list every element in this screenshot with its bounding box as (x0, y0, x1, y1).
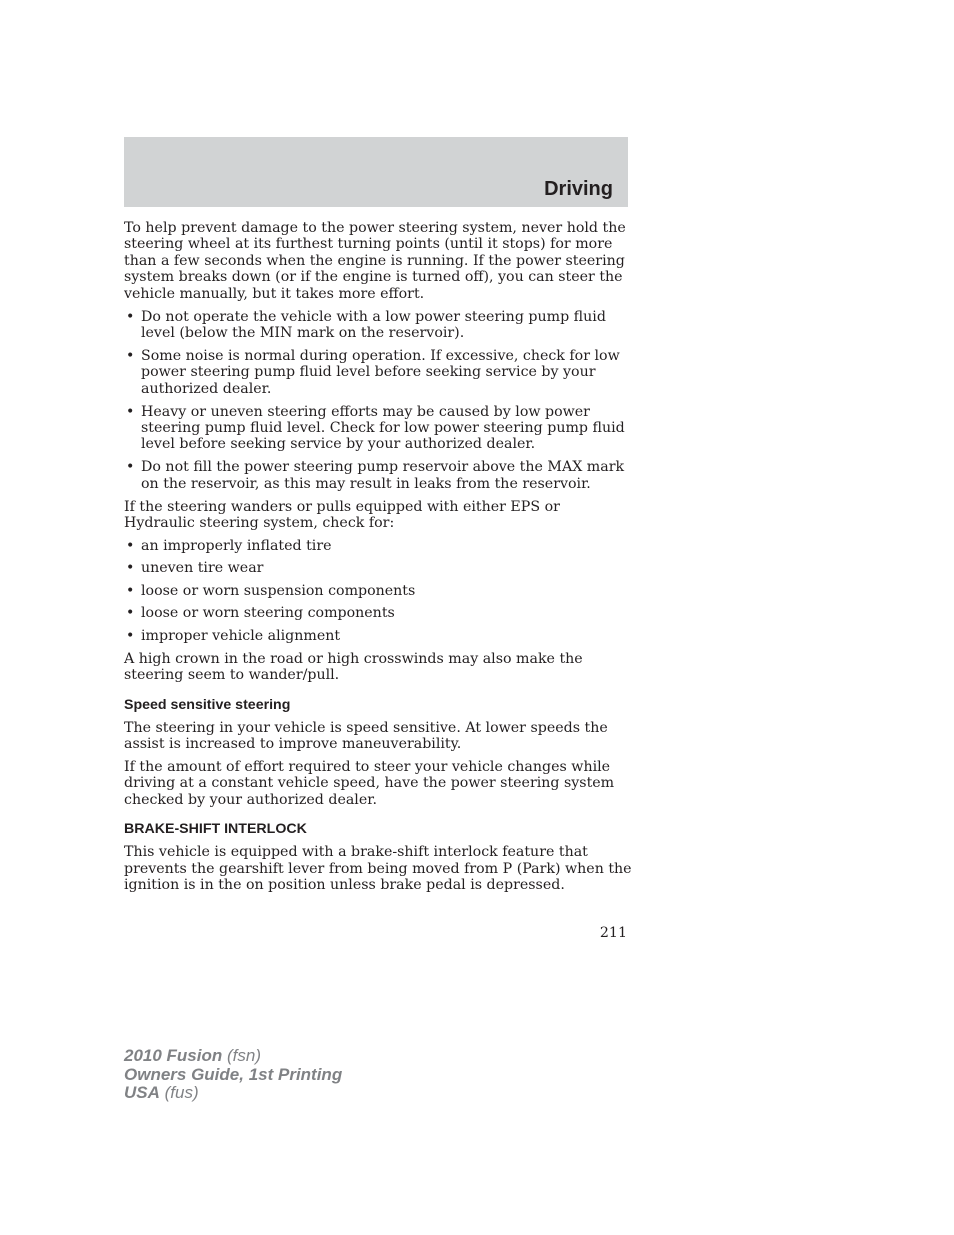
list-item-text: uneven tire wear (141, 560, 264, 577)
page-content (124, 220, 632, 900)
interlock-paragraph: This vehicle is equipped with a brake-shift interlock feature that prevents the gearshift lever from being moved from P (Park) when the ignition is in the on position unless brake pedal is depressed. (124, 844, 632, 893)
footer-line-guide (124, 1066, 342, 1085)
intro-paragraph: To help prevent damage to the power steering system, never hold the steering wheel at its furthest turning points (until it stops) for more than a few seconds when the engine is running. If the power steering system breaks down (or if the engine is turned off), you can steer the vehicle manually, but it takes more effort. (124, 220, 626, 302)
speed-paragraph-2: If the amount of effort required to steer your vehicle changes while driving at a constant vehicle speed, have the power steering system checked by your authorized dealer. (124, 758, 615, 808)
section-header-band (124, 137, 628, 207)
wander-paragraph: If the steering wanders or pulls equipped with either EPS or Hydraulic steering system, check for: (124, 498, 560, 531)
list-item-text: Some noise is normal during operation. If excessive, check for low power steering pump fluid level before seeking service by your authorized dealer. (141, 347, 620, 397)
bullet-glyph: • (126, 459, 135, 476)
list-item-text: an improperly inflated tire (141, 537, 332, 554)
section-title: Driving (544, 178, 613, 200)
list-item (124, 538, 632, 554)
brake-shift-interlock-heading: BRAKE-SHIFT INTERLOCK (124, 821, 307, 838)
list-item-text: Do not fill the power steering pump reservoir above the MAX mark on the reservoir, as this may result in leaks from the reservoir. (141, 459, 625, 492)
list-item (124, 605, 632, 621)
bullet-glyph: • (126, 347, 135, 364)
footer-line-market (124, 1084, 342, 1103)
crown-paragraph: A high crown in the road or high crosswinds may also make the steering seem to wander/pull. (124, 650, 583, 684)
list-item (124, 459, 632, 492)
bullet-glyph: • (126, 403, 135, 420)
footer-market-code: (fus) (159, 1083, 199, 1102)
list-item-text: Heavy or uneven steering efforts may be caused by low power steering pump fluid level. Check for low power steering pump fluid level before seeking service by your authorized dealer. (141, 403, 625, 453)
bullet-glyph: • (126, 627, 135, 644)
page-number: 211 (599, 925, 627, 941)
list-item (124, 404, 632, 453)
footer-market: USA (124, 1083, 160, 1102)
footer-line-model (124, 1047, 342, 1066)
bullet-glyph: • (126, 308, 135, 325)
list-item (124, 583, 632, 599)
list-item (124, 309, 632, 342)
document-footer (124, 1047, 342, 1103)
list-item (124, 560, 632, 576)
list-item (124, 628, 632, 644)
list-item-text: improper vehicle alignment (141, 627, 341, 644)
list-item-text: loose or worn suspension components (141, 582, 416, 599)
power-steering-cautions-list (124, 309, 632, 493)
bullet-glyph: • (126, 537, 135, 554)
bullet-glyph: • (126, 582, 135, 599)
speed-sensitive-heading: Speed sensitive steering (124, 696, 291, 713)
footer-guide-edition: Owners Guide, 1st Printing (124, 1064, 343, 1084)
footer-model-name: 2010 Fusion (124, 1046, 223, 1065)
speed-paragraph-1: The steering in your vehicle is speed sensitive. At lower speeds the assist is increased to improve maneuverability. (124, 719, 608, 753)
bullet-glyph: • (126, 560, 135, 577)
bullet-glyph: • (126, 605, 135, 622)
list-item-text: Do not operate the vehicle with a low power steering pump fluid level (below the MIN mark on the reservoir). (141, 308, 606, 341)
wander-checklist (124, 538, 632, 644)
list-item-text: loose or worn steering components (141, 605, 395, 622)
footer-model-code: (fsn) (222, 1046, 261, 1065)
list-item (124, 348, 632, 397)
